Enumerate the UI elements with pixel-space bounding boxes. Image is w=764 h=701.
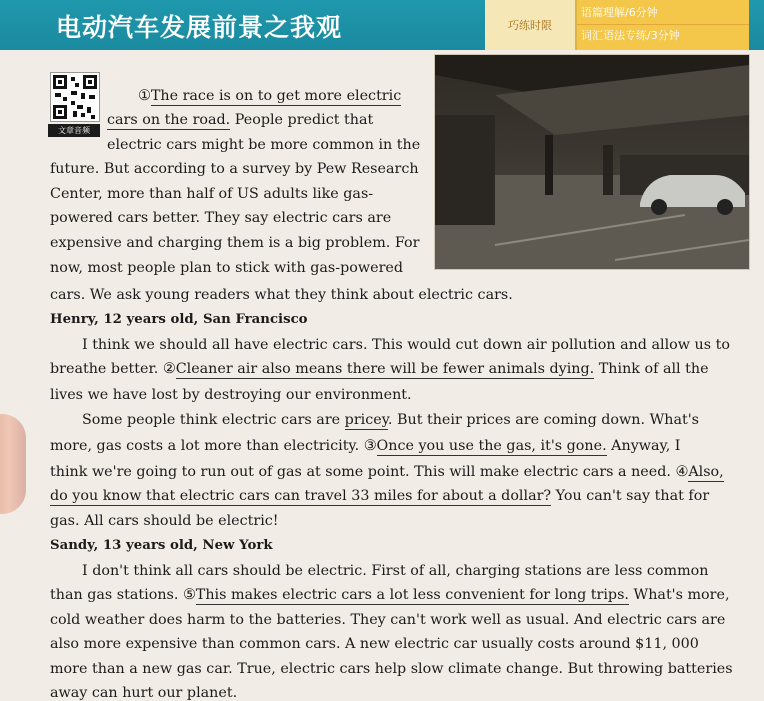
word-pricey: pricey (344, 412, 388, 428)
sentence-marker-3: ③ (363, 438, 377, 454)
sentence-1-part-b: cars on the road. (107, 112, 231, 128)
intro-line-2 (107, 110, 373, 130)
qr-caption: 文章音频 (48, 124, 100, 137)
sentence-marker-2: ② (162, 361, 176, 377)
sandy-line-6: away can hurt our planet. (50, 685, 238, 701)
sandy-line-2 (50, 585, 730, 605)
henry-line-5 (50, 436, 680, 456)
henry-line-6-a: think we're going to run out of gas at some point. This will make electric cars a need. (50, 464, 676, 480)
henry-line-3: lives we have lost by destroying our environment. (50, 387, 412, 403)
intro-line-2-rest: People predict that (230, 112, 374, 128)
intro-line-4: future. But according to a survey by Pew Research (50, 161, 419, 177)
henry-line-5-b: Anyway, I (606, 438, 681, 454)
henry-heading: Henry, 12 years old, San Francisco (50, 312, 308, 327)
sandy-line-5: more than a new gas car. True, electric cars help slow climate change. But throwing batteries (50, 661, 733, 677)
henry-line-4-b: . But their prices are coming down. What's (387, 412, 700, 428)
sentence-2: Cleaner air also means there will be fewer animals dying. (175, 361, 595, 377)
henry-line-7 (50, 486, 709, 506)
sandy-line-2-a: than gas stations. (50, 587, 183, 603)
henry-line-6 (50, 462, 724, 482)
sandy-line-4: also more expensive than common cars. A new electric car usually costs around $11, 000 (50, 636, 699, 652)
intro-line-5: Center, more than half of US adults like gas- (50, 186, 374, 202)
henry-line-4-a: Some people think electric cars are (82, 412, 345, 428)
intro-line-3: electric cars might be more common in the (107, 137, 421, 153)
time-item-reading: 语篇理解/6分钟 (581, 6, 658, 19)
sentence-1-part-a: The race is on to get more electric (150, 88, 402, 104)
sentence-3: Once you use the gas, it's gone. (376, 438, 607, 454)
intro-line-7: expensive and charging them is a big problem. For (50, 235, 420, 251)
sentence-marker-1: ① (138, 88, 151, 104)
intro-line-8: now, most people plan to stick with gas-powered (50, 260, 404, 276)
time-limit-label: 巧练时限 (485, 0, 577, 50)
henry-line-2 (50, 359, 709, 379)
sandy-heading: Sandy, 13 years old, New York (50, 538, 273, 553)
henry-line-4 (82, 410, 699, 430)
henry-line-2-a: breathe better. (50, 361, 163, 377)
intro-line-1 (138, 86, 401, 106)
thumb-overlay (0, 414, 26, 514)
time-limit-box (485, 0, 749, 50)
sentence-marker-4: ④ (675, 464, 689, 480)
intro-line-6: powered cars better. They say electric cars are (50, 210, 392, 226)
qr-code-icon[interactable] (50, 72, 100, 122)
sentence-4-part-a: Also, (688, 464, 724, 480)
page-title: 电动汽车发展前景之我观 (56, 13, 343, 42)
sandy-line-2-b: What's more, (628, 587, 730, 603)
henry-line-2-b: Think of all the (594, 361, 709, 377)
header-bar (0, 0, 764, 50)
time-item-grammar: 词汇语法专练/3分钟 (581, 29, 680, 42)
intro-line-9: cars. We ask young readers what they think about electric cars. (50, 287, 513, 303)
sentence-marker-5: ⑤ (182, 587, 196, 603)
henry-line-7-b: You can't say that for (551, 488, 710, 504)
henry-line-1: I think we should all have electric cars. This would cut down air pollution and allow us to (82, 337, 730, 353)
sandy-line-3: cold weather does harm to the batteries. They can't work well as usual. And electric cars are (50, 612, 726, 628)
sandy-line-1: I don't think all cars should be electric. First of all, charging stations are less common (82, 563, 709, 579)
sentence-5: This makes electric cars a lot less convenient for long trips. (195, 587, 629, 603)
sentence-4-part-b: do you know that electric cars can travel 33 miles for about a dollar? (50, 488, 552, 504)
henry-line-8: gas. All cars should be electric! (50, 513, 279, 529)
photo-charging-station (434, 54, 750, 270)
time-divider (577, 24, 749, 25)
henry-line-5-a: more, gas costs a lot more than electricity. (50, 438, 364, 454)
